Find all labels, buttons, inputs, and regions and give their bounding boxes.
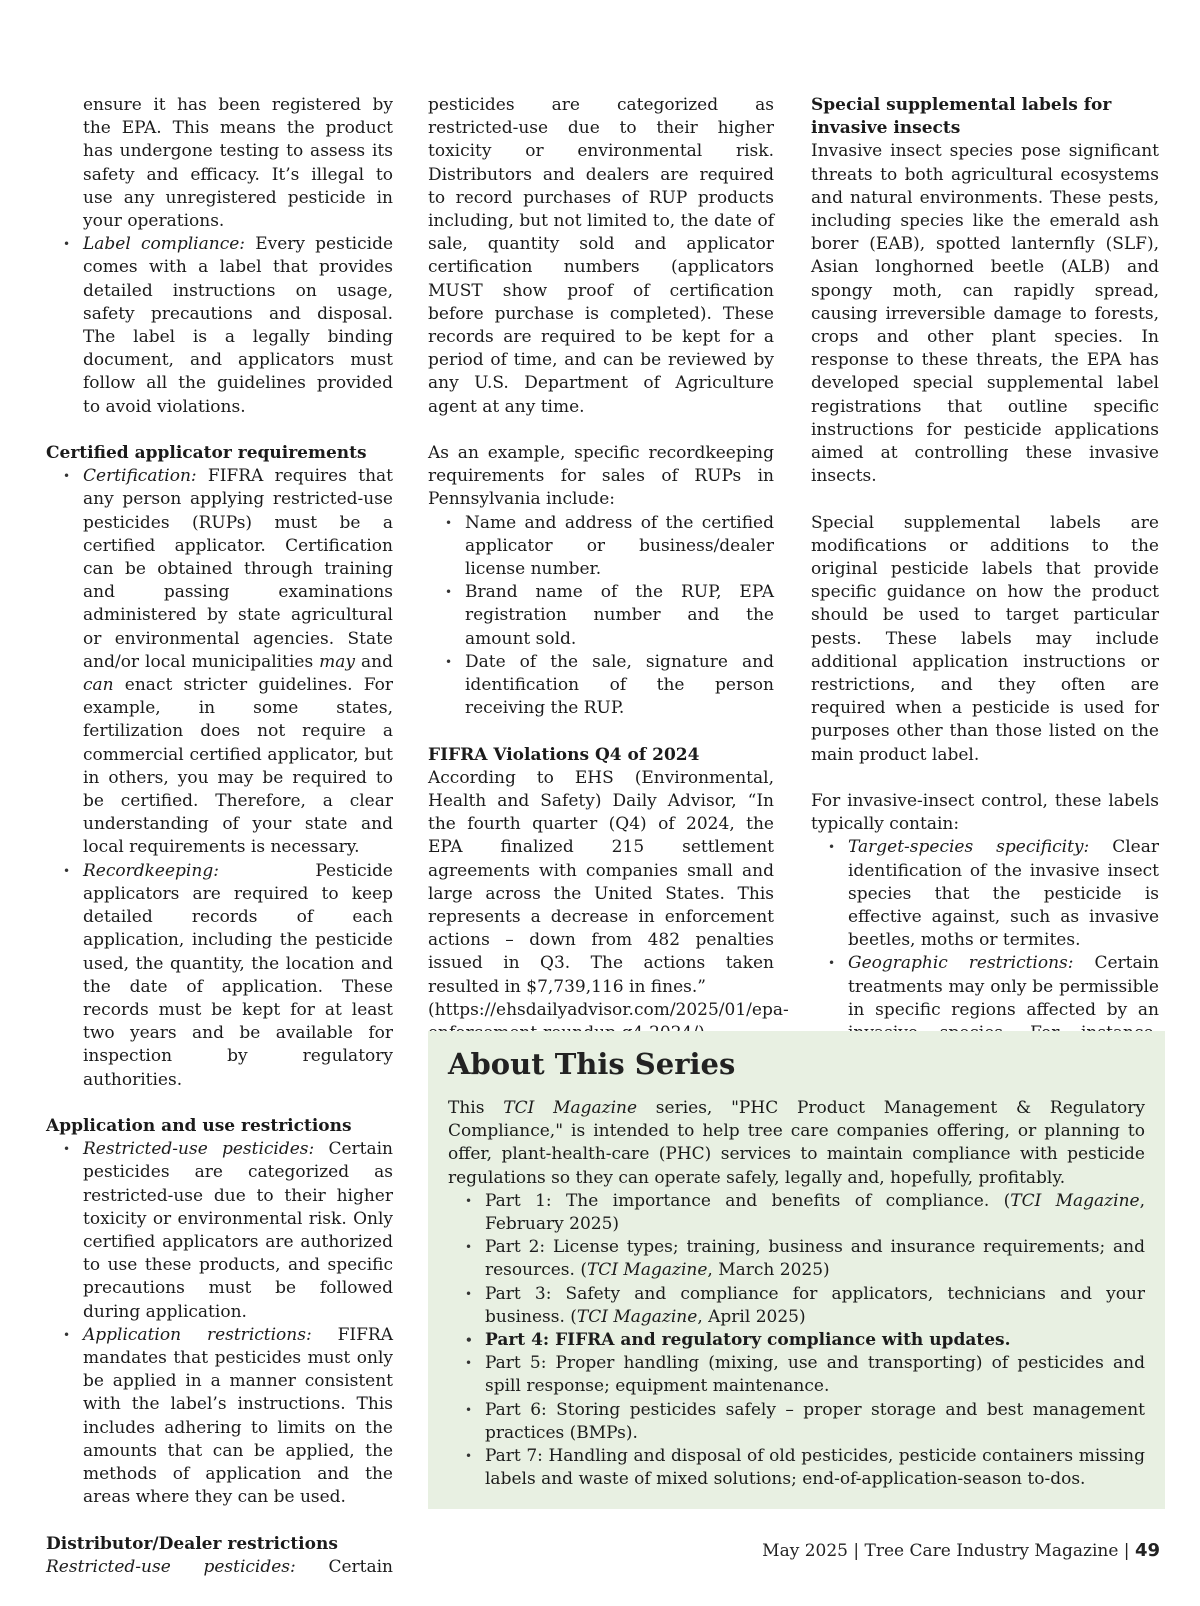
column-right <box>811 94 1159 1069</box>
series-part-2: • Part 2: License types; training, business and insurance requirements; and resources. (TCI Magazine, March 2025) <box>485 1236 1145 1282</box>
continued-text: ensure it has been registered by the EPA. This means the product has undergone testing to assess its safety and efficacy. It’s illegal to use any unregistered pesticide in your operations. <box>83 95 393 232</box>
paragraph: Invasive insect species pose significant threats to both agricultural ecosystems and natural environments. These pests, including species like the emerald ash borer (EAB), spotted lanternfly (SLF), Asian longhorned beetle (ALB) and spongy moth, can rapidly spread, causing irreversible damage to forests, crops and other plant species. In response to these threats, the EPA has developed special supplemental label registrations that outline specific instructions for pesticide applications aimed at controlling these invasive insects. <box>811 141 1159 487</box>
issue-line: May 2025 | Tree Care Industry Magazine | <box>762 1541 1135 1561</box>
about-series-title: About This Series <box>448 1047 736 1081</box>
section-heading-certified: Certified applicator requirements <box>46 443 367 464</box>
bullet-list <box>46 465 393 1091</box>
about-intro: This TCI Magazine series, "PHC Product Management & Regulatory Compliance," is intended to help tree care companies offering, or planning to offer, plant-health-care (PHC) services to maintain compliance with pesticide regulations so they can operate safely, legally and, hopefully, profitably. <box>448 1098 1145 1188</box>
list-item: • Brand name of the RUP, EPA registration number and the amount sold. <box>465 581 774 651</box>
bullet-list <box>46 94 393 419</box>
series-part-3: • Part 3: Safety and compliance for applicators, technicians and your business. (TCI Magazine, April 2025) <box>485 1283 1145 1329</box>
series-part-6: • Part 6: Storing pesticides safely – proper storage and best management practices (BMPs). <box>485 1399 1145 1445</box>
list-item: • Application restrictions: FIFRA mandates that pesticides must only be applied in a manner consistent with the label’s instructions. This includes adhering to limits on the amounts that can be applied, the methods of application and the areas where they can be used. <box>83 1324 393 1510</box>
section-heading-application: Application and use restrictions <box>46 1115 352 1136</box>
paragraph: For invasive-insect control, these labels typically contain: <box>811 791 1159 835</box>
paragraph: According to EHS (Environmental, Health and Safety) Daily Advisor, “In the fourth quarter (Q4) of 2024, the EPA finalized 215 settlement agreements with companies small and large across the United States. This represents a decrease in enforcement actions – down from 482 penalties issued in Q3. The actions taken resulted in $7,739,116 in fines.” <box>428 767 774 997</box>
paragraph: Special supplemental labels are modifications or additions to the original pesticide labels that provide specific guidance on how the product should be used to target particular pests. These labels may include additional application instructions or restrictions, and they often are required when a pesticide is used for purposes other than those listed on the main product label. <box>811 512 1159 765</box>
list-item: • Geographic restrictions: Certain treatments may only be permissible in specific regions affected by an <box>848 952 1159 1068</box>
list-item: • Target-species specificity: Clear identification of the invasive insect species that the pesticide is effective against, such as invasive beetles, moths or termites. <box>848 836 1159 952</box>
series-part-7: • Part 7: Handling and disposal of old pesticides, pesticide containers missing labels and waste of mixed solutions; end-of-application-season to-dos. <box>485 1445 1145 1491</box>
list-item: • Name and address of the certified applicator or business/dealer license number. <box>465 512 774 582</box>
section-heading-special-labels: Special supplemental labels for invasive insects <box>811 95 1112 139</box>
list-item: • Label compliance: Every pesticide comes with a label that provides detailed instructions on usage, safety precautions and disposal. The label is a legally binding document, and applicators must follow all the guidelines provided to avoid violations. <box>83 233 393 419</box>
list-item: • Restricted-use pesticides: Certain pesticides are categorized as restricted-use due to their higher toxicity or environmental risk. Only certified applicators are authorized to use these products, and specific precautions must be followed during application. <box>83 1138 393 1324</box>
column-left <box>46 94 393 1579</box>
section-heading-fifra-violations: FIFRA Violations Q4 of 2024 <box>428 744 700 765</box>
series-part-4-current: • Part 4: FIFRA and regulatory compliance with updates. <box>485 1329 1145 1352</box>
source-url: (https://ehsdailyadvisor.com/2025/01/epa- <box>428 999 789 1020</box>
list-item: • Date of the sale, signature and identification of the person receiving the RUP. <box>465 651 774 721</box>
paragraph: pesticides are categorized as restricted-use due to their higher toxicity or environmental risk. Distributors and dealers are required to record purchases of RUP products including, but not limited to, the date of sale, quantity sold and applicator certification numbers (applicators MUST show proof of certification before purchase is completed). These records are required to be kept for a period of time, and can be reviewed by any U.S. Department of Agriculture agent at any time. <box>428 95 774 417</box>
page-number: 49 <box>1134 1540 1160 1561</box>
section-heading-distributor: Distributor/Dealer restrictions <box>46 1533 338 1554</box>
series-part-1: • Part 1: The importance and benefits of compliance. (TCI Magazine, February 2025) <box>485 1190 1145 1236</box>
column-middle <box>428 94 789 1045</box>
about-series-box <box>428 1031 1165 1509</box>
bullet-list <box>428 512 774 721</box>
paragraph: Restricted-use pesticides: Certain <box>46 1556 393 1577</box>
list-item: • Certification: FIFRA requires that any person applying restricted-use pesticides (RUPs) must be a certified applicator. Certification can be obtained through training and passing examinations administered by state agricultural or environmental agencies. State and/or local municipalities may and can enact stricter guidelines. For example, in some states, fertilization does not require a commercial certified applicator, but in others, you may be required to be certified. Therefore, a clear understanding of your state and local requirements is necessary. <box>83 465 393 859</box>
series-part-5: • Part 5: Proper handling (mixing, use and transporting) of pesticides and spill response; equipment maintenance. <box>485 1352 1145 1398</box>
page-footer <box>762 1540 1160 1562</box>
paragraph: As an example, specific recordkeeping requirements for sales of RUPs in Pennsylvania include: <box>428 443 774 510</box>
list-item: • Recordkeeping: Pesticide applicators are required to keep detailed records of each application, including the pesticide used, the quantity, the location and the date of application. These records must be kept for at least two years and be available for inspection by regulatory authorities. <box>83 860 393 1092</box>
series-parts-list <box>448 1190 1145 1492</box>
bullet-list <box>46 1138 393 1509</box>
